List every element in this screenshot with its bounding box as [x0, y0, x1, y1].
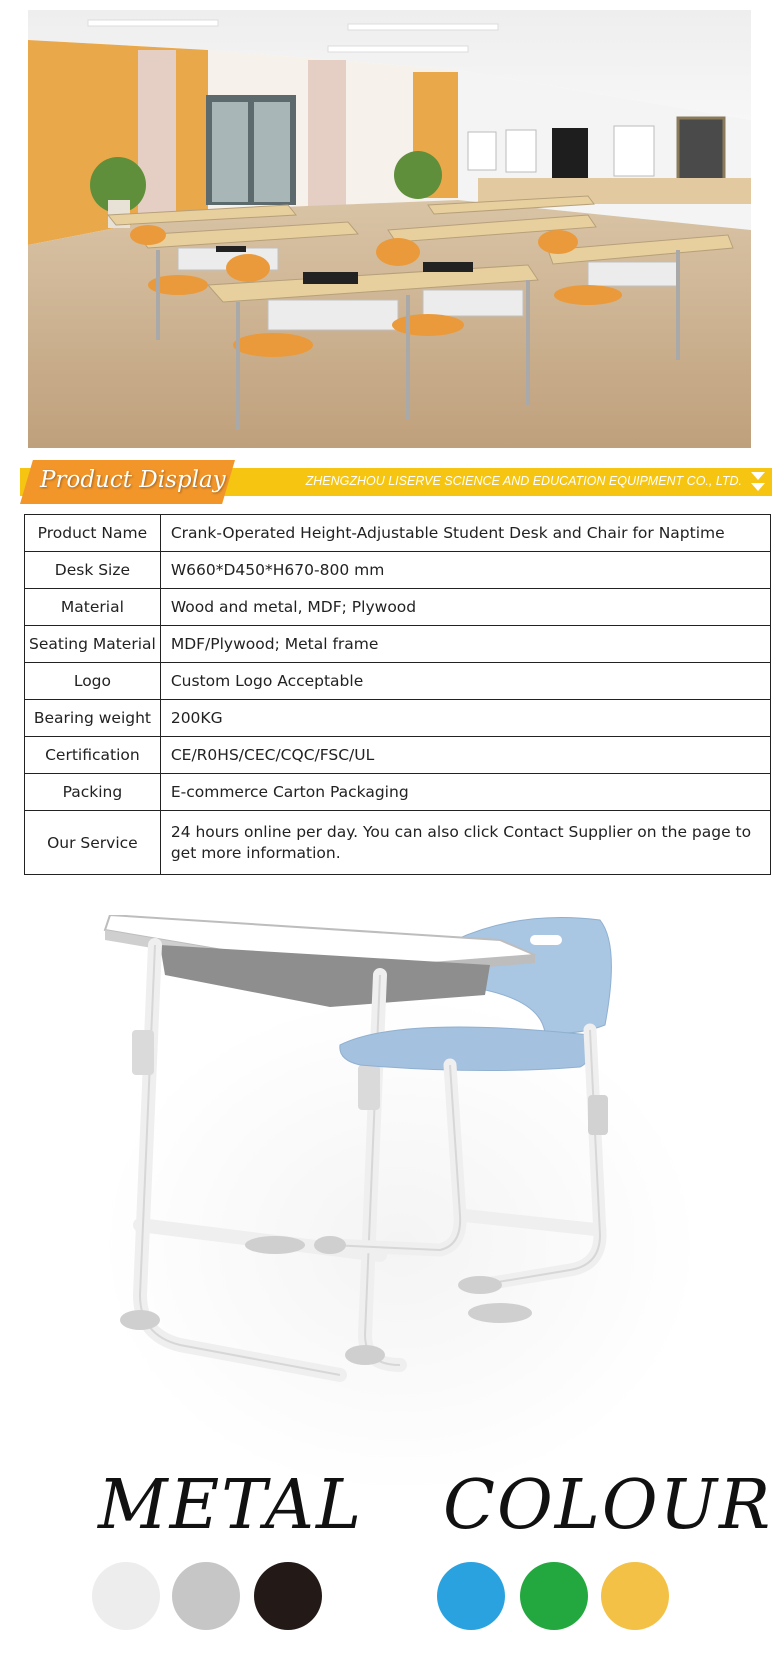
company-name: ZHENGZHOU LISERVE SCIENCE AND EDUCATION EQUIPMENT CO., LTD.	[305, 474, 742, 488]
spec-key: Packing	[25, 774, 161, 811]
spec-key: Logo	[25, 663, 161, 700]
spec-key: Seating Material	[25, 626, 161, 663]
spec-value: MDF/Plywood; Metal frame	[160, 626, 770, 663]
metal-heading: METAL	[98, 1466, 364, 1545]
spec-row-desk-size	[25, 552, 771, 589]
spec-value: 24 hours online per day. You can also click Contact Supplier on the page to get more information.	[160, 811, 770, 875]
metal-swatch-black	[254, 1562, 322, 1630]
colour-swatch-yellow	[601, 1562, 669, 1630]
colour-heading: COLOUR	[443, 1466, 773, 1545]
spec-row-seating-material	[25, 626, 771, 663]
spec-key: Bearing weight	[25, 700, 161, 737]
double-chevron-down-icon	[750, 470, 766, 494]
spec-value: CE/R0HS/CEC/CQC/FSC/UL	[160, 737, 770, 774]
desk-chair-product-image	[100, 915, 700, 1485]
spec-table	[24, 514, 771, 875]
product-display-banner	[20, 460, 772, 504]
spec-row-packing	[25, 774, 771, 811]
spec-row-logo	[25, 663, 771, 700]
spec-key: Product Name	[25, 515, 161, 552]
spec-value: W660*D450*H670-800 mm	[160, 552, 770, 589]
metal-swatch-light-grey	[92, 1562, 160, 1630]
spec-value: Wood and metal, MDF; Plywood	[160, 589, 770, 626]
spec-key: Our Service	[25, 811, 161, 875]
classroom-photo	[28, 10, 751, 448]
spec-key: Material	[25, 589, 161, 626]
metal-swatch-grey	[172, 1562, 240, 1630]
spec-row-our-service	[25, 811, 771, 875]
spec-row-certification	[25, 737, 771, 774]
banner-title: Product Display	[40, 467, 226, 493]
spec-value: E-commerce Carton Packaging	[160, 774, 770, 811]
spec-key: Desk Size	[25, 552, 161, 589]
spec-row-material	[25, 589, 771, 626]
colour-swatch-green	[520, 1562, 588, 1630]
spec-value: Custom Logo Acceptable	[160, 663, 770, 700]
spec-value: 200KG	[160, 700, 770, 737]
spec-value: Crank-Operated Height-Adjustable Student Desk and Chair for Naptime	[160, 515, 770, 552]
spec-row-bearing-weight	[25, 700, 771, 737]
spec-key: Certification	[25, 737, 161, 774]
spec-row-product-name	[25, 515, 771, 552]
colour-swatch-blue	[437, 1562, 505, 1630]
